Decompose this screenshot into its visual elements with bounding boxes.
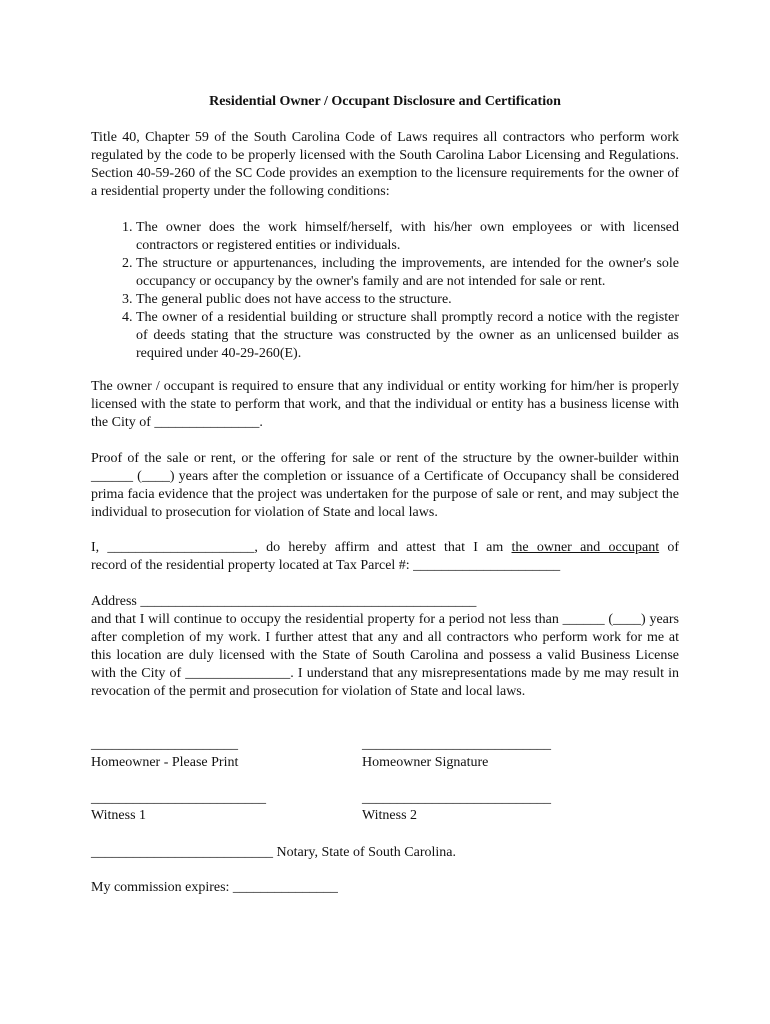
licensing-paragraph: The owner / occupant is required to ensure that any individual or entity working for him/her is properly licensed with the state to perform that work, and that the individual or entity has a business license with the City of _______________. [91, 379, 679, 430]
witness1-line: _________________________ [91, 791, 266, 806]
occupancy-paragraph: and that I will continue to occupy the residential property for a period not less than ______ (____) years after completion of my work. I further attest that any and all contractors who perform work for me at this location are duly licensed with the State of South Carolina and possess a valid Business License with the City of _______________. I understand that any misrepresentations made by me may result in revocation of the permit and prosecution for violation of State and local laws. [91, 612, 679, 699]
affirmation-prefix: I, _____________________, do hereby affirm and attest that I am [91, 540, 512, 555]
notary-line: __________________________ Notary, State of South Carolina. [91, 845, 457, 860]
document-title: Residential Owner / Occupant Disclosure and Certification [209, 94, 561, 109]
tax-parcel-line: record of the residential property located at Tax Parcel #: _____________________ [91, 558, 561, 573]
witness1-label: Witness 1 [91, 808, 147, 823]
signature-line: ___________________________ [362, 737, 551, 752]
proof-paragraph: Proof of the sale or rent, or the offering for sale or rent of the structure by the owner-builder within ______ (____) years after the completion or issuance of a Certificate of Occupancy shall be considered prima facia evidence that the project was undertaken for the purpose of sale or rent, and may subject the individual to prosecution for violation of State and local laws. [91, 451, 679, 520]
intro-paragraph: Title 40, Chapter 59 of the South Carolina Code of Laws requires all contractors who perform work regulated by the code to be properly licensed with the South Carolina Labor Licensing and Regulations. Section 40-59-260 of the SC Code provides an exemption to the licensure requirements for the owner of a residential property under the following conditions: [91, 130, 679, 199]
print-name-label: Homeowner - Please Print [91, 755, 239, 770]
condition-item: 1. The owner does the work himself/herself, with his/her own employees or with licensed contractors or registered entities or individuals. [136, 219, 679, 255]
witness2-line: ___________________________ [362, 791, 551, 806]
condition-item: 2. The structure or appurtenances, including the improvements, are intended for the owner's sole occupancy or occupancy by the owner's family and are not intended for sale or rent. [136, 255, 679, 291]
affirmation-suffix: of [659, 540, 680, 555]
witness2-label: Witness 2 [362, 808, 418, 823]
conditions-list [91, 219, 679, 363]
signature-label: Homeowner Signature [362, 755, 489, 770]
condition-item: 3. The general public does not have access to the structure. [136, 291, 679, 309]
affirmation-line [91, 539, 679, 557]
affirmation-underlined: the owner and occupant [511, 540, 660, 555]
commission-expires-line: My commission expires: _______________ [91, 880, 338, 895]
print-name-line: _____________________ [91, 737, 238, 752]
affirmation-paragraph [91, 539, 679, 575]
condition-item: 4. The owner of a residential building or structure shall promptly record a notice with the register of deeds stating that the structure was constructed by the owner as an unlicensed builder as required under 40-29-260(E). [136, 309, 679, 363]
address-line: Address ________________________________________________ [91, 594, 477, 609]
